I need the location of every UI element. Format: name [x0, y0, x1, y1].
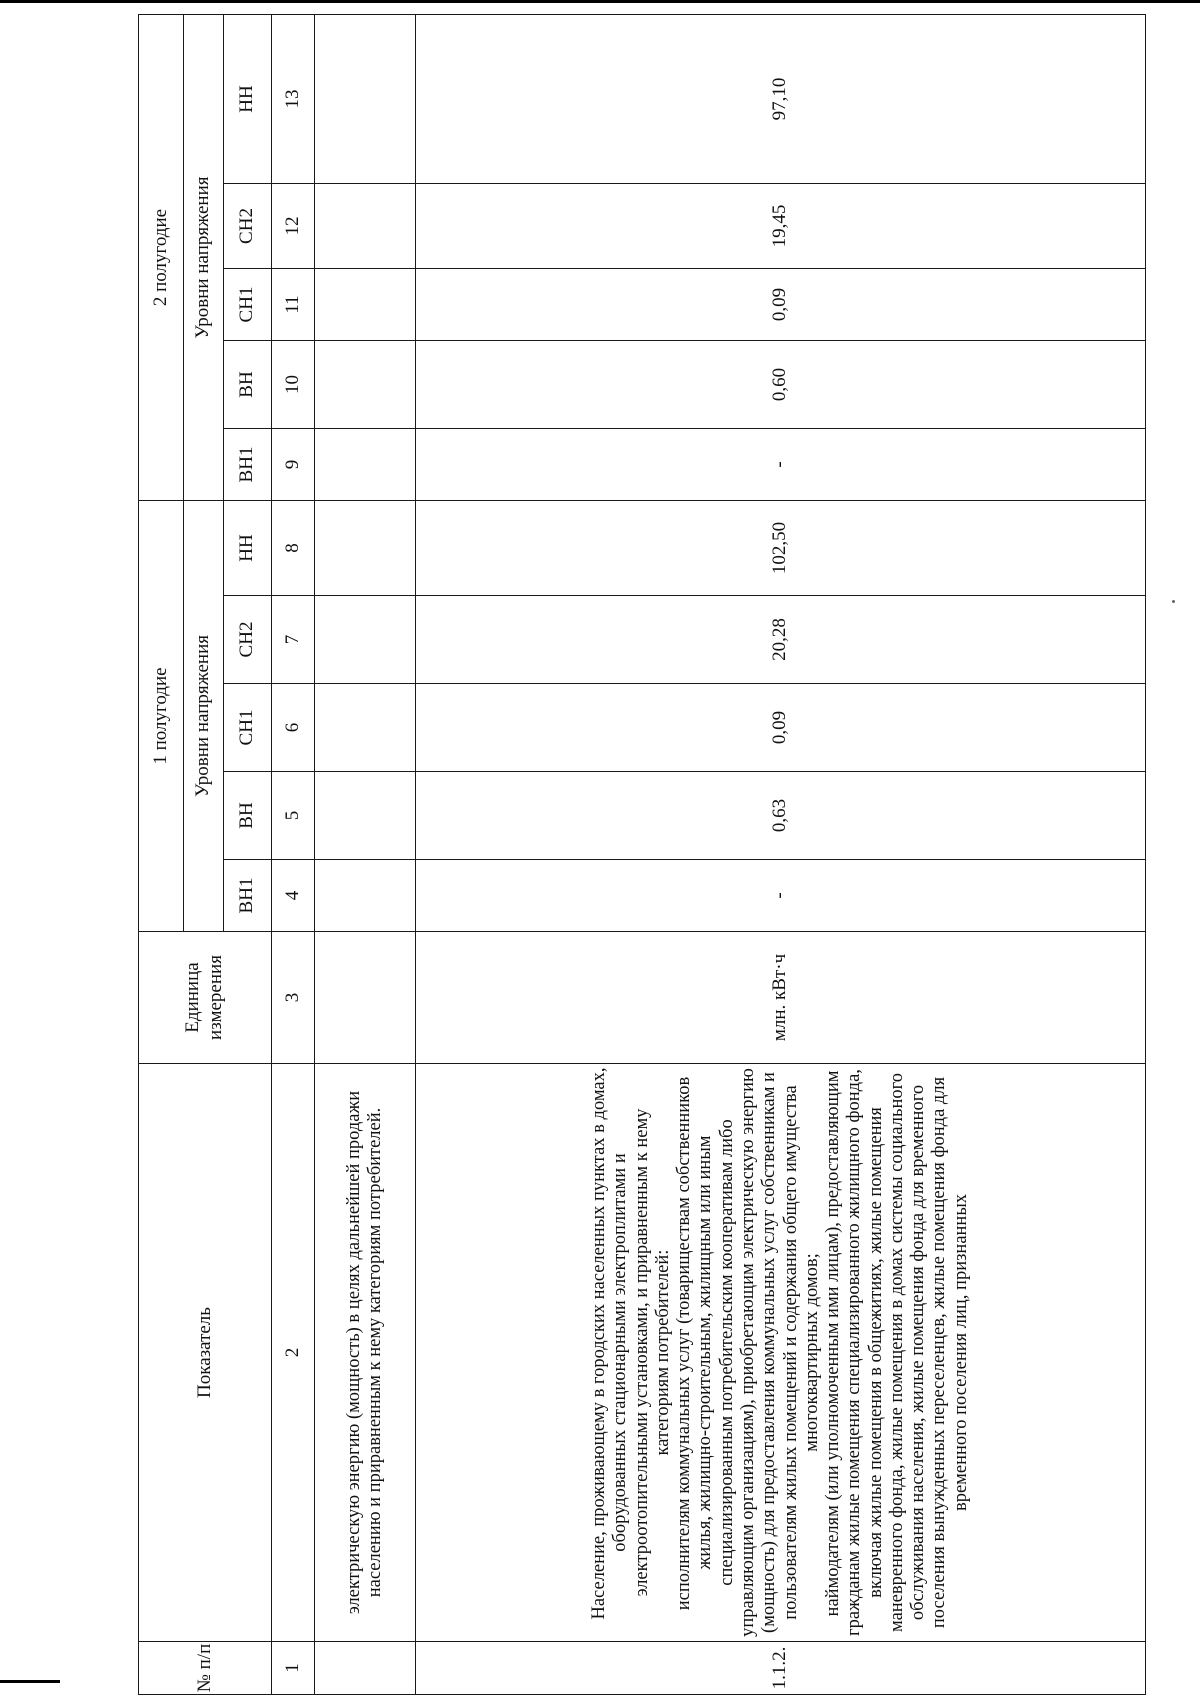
value-cell [315, 684, 416, 772]
indicator-paragraph: Население, проживающему в городских населенных пунктах в домах, оборудованных стационарными электроплитами и электроотопительными установками, и приравненным к нему категориям потребителей: [589, 1067, 673, 1620]
value-cell [315, 341, 416, 429]
col-header-unit: Единица измерения [139, 932, 272, 1064]
value-cell: 102,50 [416, 501, 1146, 596]
level-header: СН2 [224, 184, 272, 269]
col-header-half1: 1 полугодие [139, 501, 184, 932]
unit-cell [315, 932, 416, 1064]
level-header: ВН1 [224, 429, 272, 501]
value-cell [315, 429, 416, 501]
level-header: ВН1 [224, 860, 272, 932]
unit-cell: млн. кВт·ч [416, 932, 1146, 1064]
col-number: 11 [272, 269, 315, 341]
col-number: 2 [272, 1064, 315, 1642]
col-number: 1 [272, 1642, 315, 1695]
value-cell [315, 772, 416, 860]
level-header: СН1 [224, 269, 272, 341]
tariff-table [138, 14, 1146, 1695]
level-header: ВН [224, 772, 272, 860]
voltage-levels-half2: Уровни напряжения [184, 15, 224, 501]
value-cell: 0,09 [416, 269, 1146, 341]
indicator-text [416, 1064, 1146, 1642]
col-number: 13 [272, 15, 315, 184]
col-number: 7 [272, 596, 315, 684]
level-header: СН1 [224, 684, 272, 772]
col-number: 4 [272, 860, 315, 932]
scan-speck [1172, 600, 1175, 603]
value-cell [315, 269, 416, 341]
row-number: 1.1.2. [416, 1642, 1146, 1695]
level-header: СН2 [224, 596, 272, 684]
level-header: НН [224, 501, 272, 596]
scan-top-border [0, 0, 1200, 3]
col-header-indicator: Показатель [139, 1064, 272, 1642]
value-cell: 97,10 [416, 15, 1146, 184]
indicator-paragraph: электрическую энергию (мощность) в целях дальнейшей продажи населению и приравненным к нему категориям потребителей. [343, 1090, 385, 1615]
value-cell: 0,63 [416, 772, 1146, 860]
value-cell: 0,09 [416, 684, 1146, 772]
col-number: 9 [272, 429, 315, 501]
value-cell: 0,60 [416, 341, 1146, 429]
value-cell: - [416, 860, 1146, 932]
col-number: 5 [272, 772, 315, 860]
level-header: ВН [224, 341, 272, 429]
indicator-text [315, 1064, 416, 1642]
voltage-levels-half1: Уровни напряжения [184, 501, 224, 932]
col-number: 12 [272, 184, 315, 269]
col-number: 6 [272, 684, 315, 772]
col-number: 3 [272, 932, 315, 1064]
value-cell [315, 15, 416, 184]
col-header-num: № п/п [139, 1642, 272, 1695]
value-cell: 20,28 [416, 596, 1146, 684]
level-header: НН [224, 15, 272, 184]
indicator-paragraph: исполнителям коммунальных услуг (товариществам собственников жилья, жилищно-строительным, жилищным или иным специализированным потребительским кооперативам либо управляющим организациям), приобретающим электрическую энергию (мощность) для предоставления коммунальных услуг собственникам и пользователям жилых помещений и содержания общего имущества многоквартирных домов; [674, 1068, 822, 1637]
value-cell [315, 596, 416, 684]
value-cell [315, 184, 416, 269]
col-number: 10 [272, 341, 315, 429]
indicator-paragraph: наймодателям (или уполномоченным ими лицам), предоставляющим гражданам жилые помещения специализированного жилищного фонда, включая жилые помещения в общежитиях, жилые помещения маневренного фонда, жилые помещения в домах системы социального обслуживания населения, жилые помещения фонда для временного поселения вынужденных переселенцев, жилые помещения фонда для временного поселения лиц, признанных [823, 1069, 971, 1636]
scan-bottom-mark [0, 1680, 60, 1683]
col-header-half2: 2 полугодие [139, 15, 184, 501]
value-cell [315, 501, 416, 596]
col-number: 8 [272, 501, 315, 596]
value-cell: - [416, 429, 1146, 501]
value-cell [315, 860, 416, 932]
rotated-table-container [138, 35, 1146, 1695]
row-number [315, 1642, 416, 1695]
rotated-page [138, 35, 1146, 1695]
value-cell: 19,45 [416, 184, 1146, 269]
